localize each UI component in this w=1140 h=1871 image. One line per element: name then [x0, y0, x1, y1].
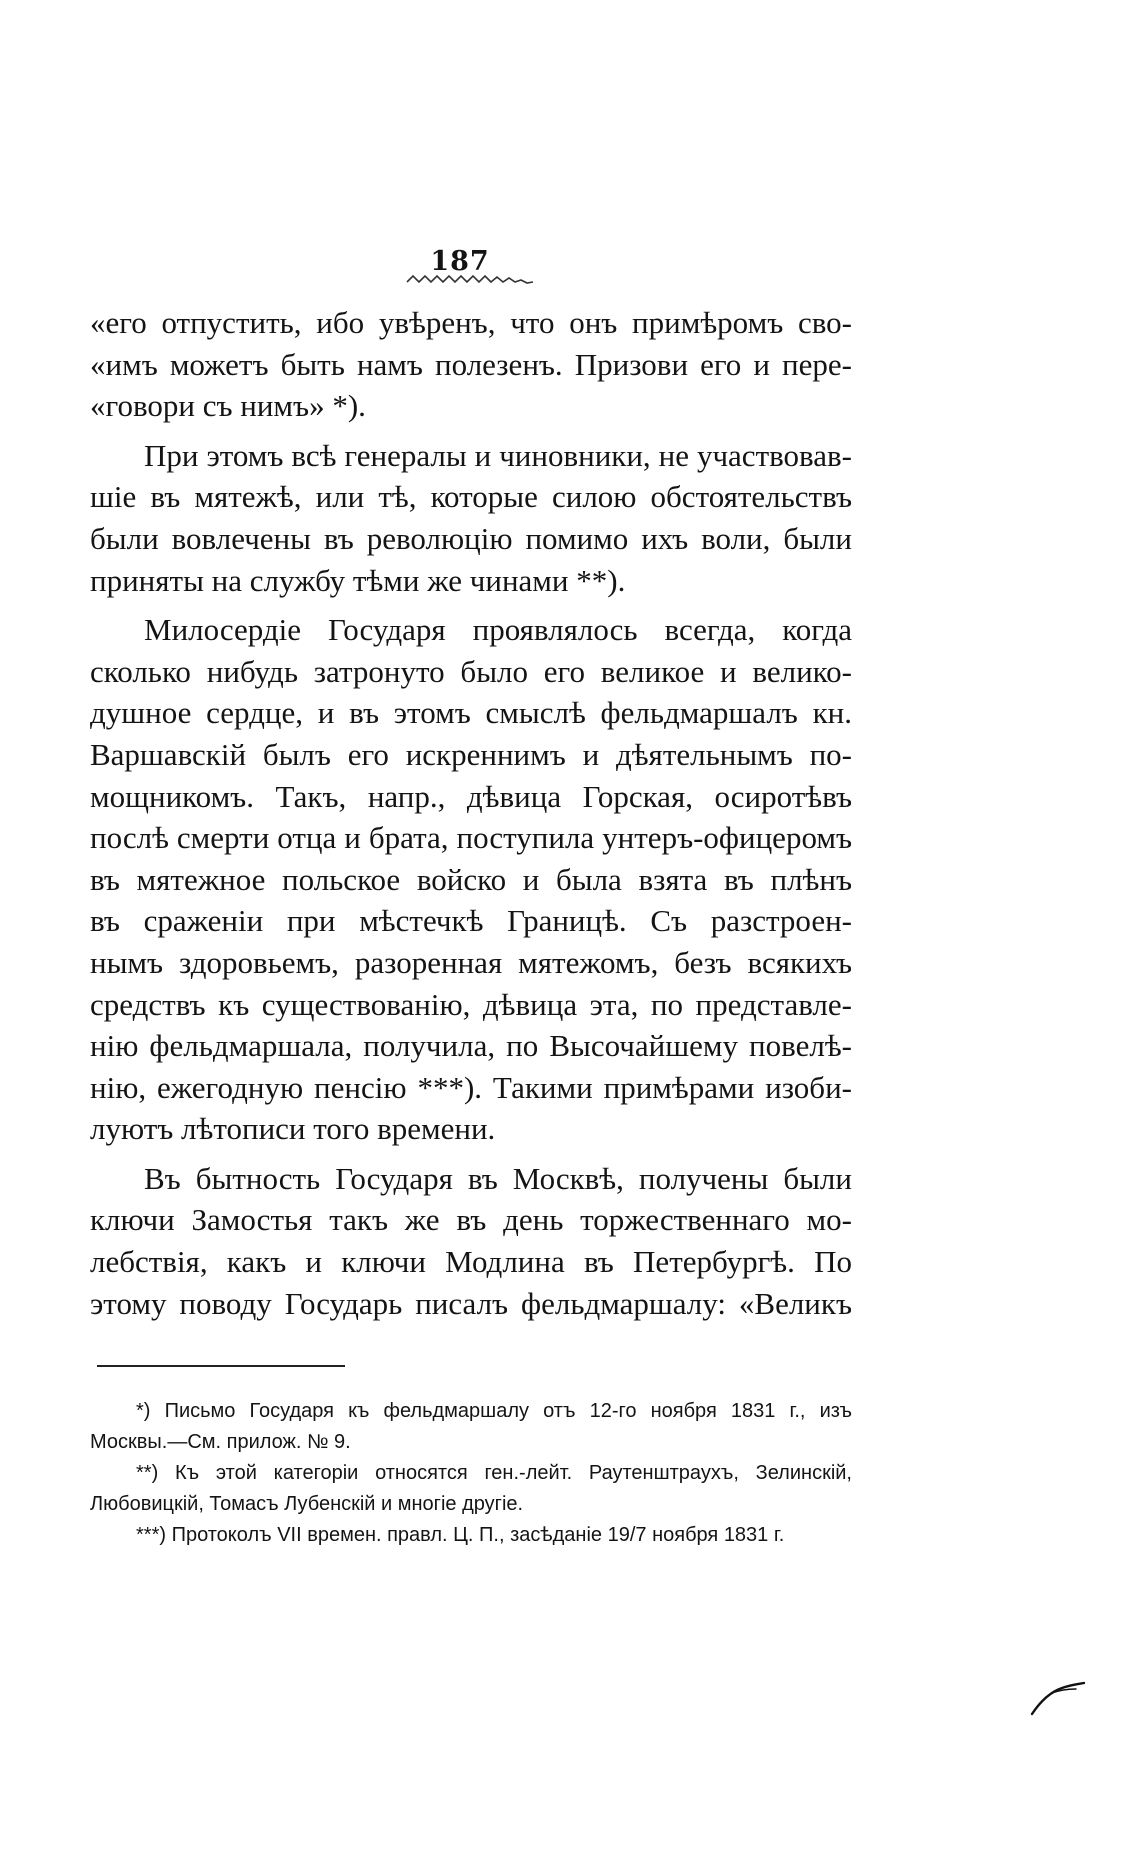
body-line: душное сердце, и въ этомъ смыслѣ фельдмаршалъ кн. [90, 695, 852, 731]
body-line: лебствія, какъ и ключи Модлина въ Петербургѣ. По [90, 1244, 852, 1280]
body-line: Варшавскій былъ его искреннимъ и дѣятельнымъ по- [90, 736, 852, 772]
body-line: ключи Замостья такъ же въ день торжественнаго мо- [90, 1202, 852, 1238]
body-line: «его отпустить, ибо увѣренъ, что онъ примѣромъ сво- [90, 305, 852, 340]
footnote-line: **) Къ этой категоріи относятся ген.-лейт. Раутенштраухъ, Зелинскій, [136, 1462, 852, 1484]
footnote-line: Любовицкій, Томасъ Лубенскій и многіе другіе. [90, 1493, 524, 1515]
body-line: шіе въ мятежѣ, или тѣ, которые силою обстоятельствъ [90, 479, 852, 515]
footnote-line: *) Письмо Государя къ фельдмаршалу отъ 12-го ноября 1831 г., изъ [136, 1400, 852, 1422]
body-line: этому поводу Государь писалъ фельдмаршалу: «Великъ [90, 1285, 852, 1321]
body-line: Въ бытность Государя въ Москвѣ, получены были [144, 1160, 852, 1196]
body-line: послѣ смерти отца и брата, поступила унтеръ-офицеромъ [90, 820, 852, 856]
body-line: сколько нибудь затронуто было его великое и велико- [90, 653, 852, 689]
body-line: При этомъ всѣ генералы и чиновники, не участвовав- [144, 437, 852, 473]
footnote-line: ***) Протоколъ VII времен. правл. Ц. П., засѣданіе 19/7 ноября 1831 г. [136, 1524, 785, 1546]
body-line: были вовлечены въ революцію помимо ихъ воли, были [90, 520, 852, 556]
pen-mark-icon [1030, 1680, 1086, 1716]
body-line: «говори съ нимъ» *). [90, 388, 366, 424]
header-ornament [405, 274, 535, 288]
body-line: Милосердіе Государя проявлялось всегда, когда [144, 612, 852, 648]
footnote-line: Москвы.—См. прилож. № 9. [90, 1431, 351, 1453]
body-line: нымъ здоровьемъ, разоренная мятежомъ, безъ всякихъ [90, 944, 852, 980]
body-line: средствъ къ существованію, дѣвица эта, по представле- [90, 986, 852, 1022]
body-line: въ сраженіи при мѣстечкѣ Границѣ. Съ разстроен- [90, 903, 852, 939]
body-line: нію фельдмаршала, получила, по Высочайшему повелѣ- [90, 1028, 852, 1064]
footnotes [90, 1396, 852, 1551]
body-line: нію, ежегодную пенсію ***). Такими примѣрами изоби- [90, 1069, 852, 1105]
footnote-separator [97, 1365, 345, 1367]
body-text [90, 302, 852, 1324]
page-number: 187 [430, 246, 490, 277]
body-line: мощникомъ. Такъ, напр., дѣвица Горская, осиротѣвъ [90, 778, 852, 814]
body-line: въ мятежное польское войско и была взята въ плѣнъ [90, 861, 852, 897]
body-line: приняты на службу тѣми же чинами **). [90, 562, 626, 598]
body-line: «имъ можетъ быть намъ полезенъ. Призови его и пере- [90, 346, 852, 382]
body-line: луютъ лѣтописи того времени. [90, 1111, 496, 1147]
